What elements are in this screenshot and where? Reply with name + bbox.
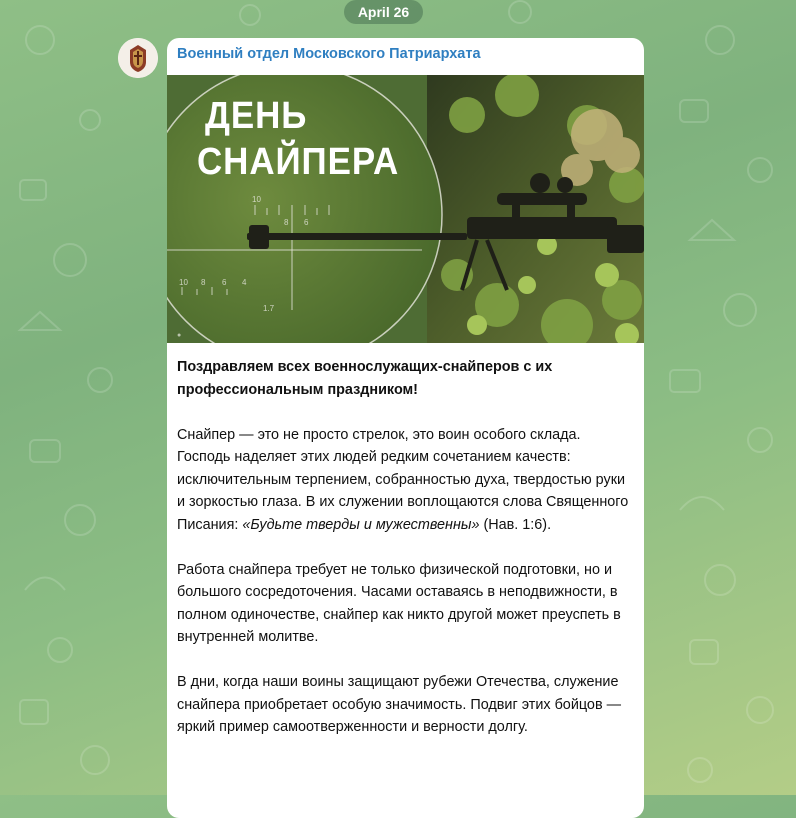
scale-left-8: 8	[201, 278, 206, 287]
scripture-quote: «Будьте тверды и мужественны»	[242, 516, 480, 533]
scale-top-8: 8	[284, 218, 289, 227]
channel-avatar[interactable]	[118, 38, 158, 78]
scale-left-6: 6	[222, 278, 227, 287]
message-text	[177, 356, 637, 761]
channel-emblem-icon	[118, 38, 158, 78]
scale-top-10: 10	[252, 195, 261, 204]
message-paragraph-4: В дни, когда наши воины защищают рубежи Отечества, служение снайпера приобретает особую значимость. Подвиг этих бойцов — яркий пример самоотверженности и верности долгу.	[177, 674, 621, 735]
message-bubble	[167, 38, 644, 818]
message-paragraph-2	[177, 424, 637, 537]
paragraph-2-text: Снайпер — это не просто стрелок, это воин особого склада. Господь наделяет этих людей редким сочетанием качеств: исключительным терпением, собранностью духа, твердостью руки и зоркостью глаза. В их служении воплощаются слова Священного Писания:	[177, 426, 629, 533]
scale-bottom-label: 1.7	[263, 304, 275, 313]
scale-left-10: 10	[179, 278, 188, 287]
date-separator: April 26	[344, 0, 423, 24]
post-image[interactable]	[167, 75, 644, 343]
message-paragraph-3: Работа снайпера требует не только физической подготовки, но и большого сосредоточения. Часами оставаясь в неподвижности, в полном одиночестве, снайпер как никто другой может преуспеть в внутренней молитве.	[177, 561, 621, 645]
svg-text:●: ●	[177, 332, 182, 339]
image-title-line2: СНАЙПЕРА	[197, 141, 400, 183]
scale-left-4: 4	[242, 278, 247, 287]
message-headline: Поздравляем всех военнослужащих-снайперов с их профессиональным праздником!	[177, 359, 553, 398]
scale-top-6: 6	[304, 218, 309, 227]
image-title-line1: ДЕНЬ	[205, 95, 308, 137]
channel-name[interactable]: Военный отдел Московского Патриархата	[177, 46, 481, 62]
scripture-reference: (Нав. 1:6).	[479, 516, 552, 533]
